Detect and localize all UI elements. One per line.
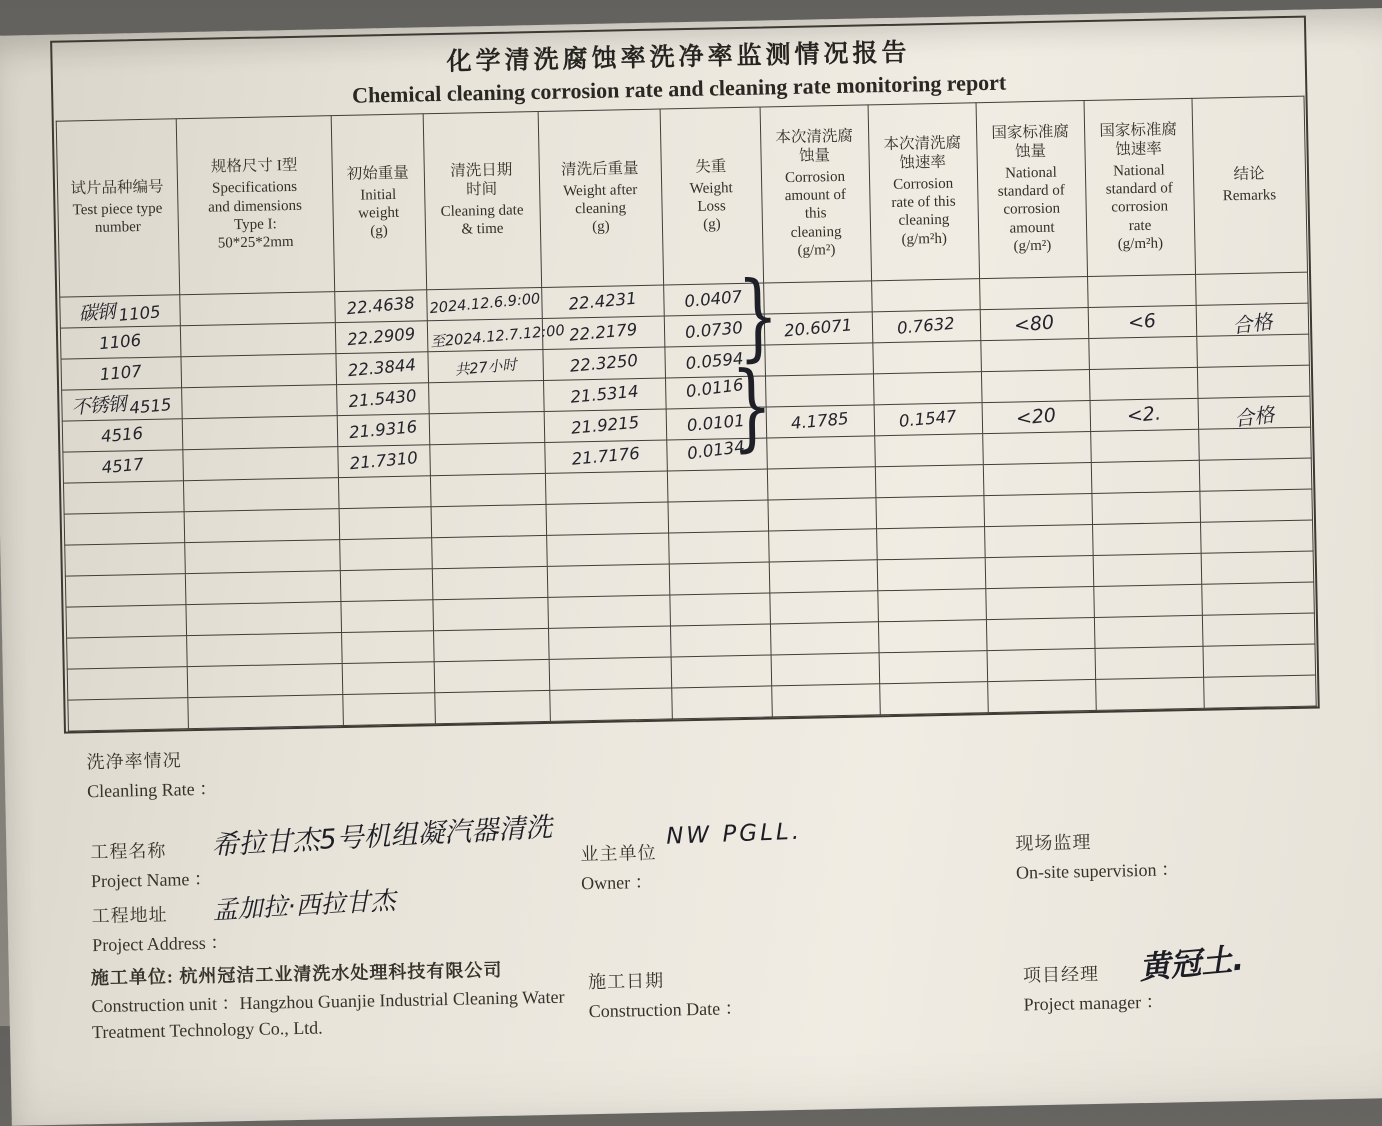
initial-weight-handwriting: 21.9316 bbox=[348, 417, 418, 443]
paper-sheet bbox=[0, 7, 1382, 1126]
cell-spec bbox=[182, 416, 338, 450]
col-corrosion-amount-en: Corrosion amount of this cleaning (g/m²) bbox=[784, 168, 847, 259]
col-specs-en: Specifications and dimensions Type I: 50*25*2mm bbox=[207, 179, 302, 252]
empty-cell bbox=[986, 617, 1095, 650]
group-remark-handwriting: 合格 bbox=[1231, 308, 1274, 338]
construction-date-label-en: Construction Date ： bbox=[588, 998, 743, 1022]
empty-cell bbox=[987, 679, 1096, 712]
cell-spec bbox=[181, 385, 337, 419]
empty-cell bbox=[667, 500, 768, 533]
cleaning-rate-section bbox=[86, 746, 217, 804]
initial-weight-handwriting: 22.4638 bbox=[345, 293, 416, 319]
cell-corrosion-rate bbox=[871, 279, 980, 312]
piece-number-handwriting: 4516 bbox=[100, 423, 144, 447]
cell-loss bbox=[665, 376, 766, 409]
col-cleaning-date bbox=[423, 112, 542, 290]
cell-std-amount bbox=[979, 277, 1088, 310]
project-name-label-zh: 工程名称 bbox=[90, 840, 167, 863]
project-address-label-zh: 工程地址 bbox=[91, 904, 168, 927]
col-specs-zh: 规格尺寸 I型 bbox=[210, 157, 298, 177]
empty-cell bbox=[1093, 584, 1202, 617]
col-test-piece bbox=[56, 119, 180, 297]
empty-cell bbox=[1094, 615, 1203, 648]
empty-cell bbox=[879, 651, 988, 684]
date-handwriting: 共27小时 bbox=[453, 356, 517, 379]
empty-cell bbox=[187, 664, 343, 698]
cell-date bbox=[427, 349, 543, 382]
empty-cell bbox=[1201, 582, 1314, 615]
cleaning-rate-label-en: Cleanling Rate ： bbox=[86, 778, 218, 802]
cell-after bbox=[541, 285, 664, 318]
loss-handwriting: 0.0594 bbox=[685, 348, 745, 374]
cell-std-rate bbox=[1088, 305, 1197, 338]
col-weight-after-en: Weight after cleaning (g) bbox=[562, 181, 638, 236]
empty-cell bbox=[769, 560, 878, 593]
empty-cell bbox=[432, 566, 548, 599]
empty-cell bbox=[341, 631, 434, 664]
cell-type bbox=[60, 326, 181, 359]
after-weight-handwriting: 22.4231 bbox=[567, 288, 638, 314]
cell-loss bbox=[663, 283, 764, 316]
empty-cell bbox=[985, 586, 1094, 619]
col-specs bbox=[176, 116, 335, 295]
empty-cell bbox=[339, 538, 432, 571]
cell-corrosion-rate bbox=[872, 341, 981, 374]
cell-after bbox=[544, 409, 667, 442]
col-test-piece-en: Test piece type number bbox=[72, 200, 163, 236]
cell-remark bbox=[1196, 334, 1309, 367]
col-cleaning-date-zh: 清洗日期 时间 bbox=[450, 161, 513, 199]
cell-loss bbox=[666, 438, 767, 471]
supervision-label-zh: 现场监理 bbox=[1015, 832, 1092, 854]
cell-remark bbox=[1197, 365, 1310, 398]
empty-cell bbox=[876, 527, 985, 560]
col-weight-after-zh: 清洗后重量 bbox=[560, 159, 639, 179]
empty-cell bbox=[67, 667, 188, 700]
group-corrosion-amount-handwriting: 20.6071 bbox=[783, 315, 853, 341]
construction-unit-label-en: Construction unit ：Hangzhou Guanjie Industrial Cleaning Water Treatment Technology Co., Ltd. bbox=[91, 986, 565, 1043]
loss-handwriting: 0.0101 bbox=[686, 410, 746, 436]
cell-initial bbox=[337, 414, 430, 447]
empty-cell bbox=[669, 562, 770, 595]
cell-corrosion-amount bbox=[763, 281, 872, 314]
col-std-amount-zh: 国家标准腐 蚀量 bbox=[991, 123, 1070, 161]
cell-initial bbox=[336, 383, 429, 416]
empty-cell bbox=[66, 636, 187, 669]
col-corrosion-amount-zh: 本次清洗腐 蚀量 bbox=[775, 127, 854, 165]
col-initial-weight-en: Initial weight (g) bbox=[358, 186, 400, 240]
loss-handwriting: 0.0134 bbox=[686, 437, 746, 464]
empty-cell bbox=[875, 465, 984, 498]
cell-remark bbox=[1196, 303, 1309, 336]
cell-corrosion-amount bbox=[766, 405, 875, 438]
cell-after bbox=[544, 440, 667, 473]
empty-cell bbox=[771, 684, 880, 717]
cell-std-amount bbox=[982, 431, 1091, 464]
owner-section bbox=[580, 839, 657, 896]
empty-cell bbox=[64, 512, 185, 545]
empty-cell bbox=[545, 471, 668, 504]
empty-cell bbox=[1199, 489, 1312, 522]
empty-cell bbox=[771, 653, 880, 686]
cell-corrosion-rate bbox=[874, 403, 983, 436]
group-corrosion-rate-handwriting: 0.1547 bbox=[898, 406, 958, 431]
empty-cell bbox=[767, 467, 876, 500]
group-std-rate-handwriting: <2. bbox=[1125, 402, 1162, 428]
empty-cell bbox=[342, 662, 435, 695]
col-std-rate-en: National standard of corrosion rate (g/m²h) bbox=[1105, 162, 1173, 253]
empty-cell bbox=[546, 533, 669, 566]
empty-cell bbox=[342, 693, 435, 726]
empty-cell bbox=[63, 481, 184, 514]
after-weight-handwriting: 21.9215 bbox=[570, 412, 640, 438]
empty-cell bbox=[768, 529, 877, 562]
empty-cell bbox=[669, 593, 770, 626]
piece-number-handwriting: 4517 bbox=[100, 454, 145, 478]
date-handwriting: 2024.12.6.9:00 bbox=[428, 291, 541, 318]
col-std-amount bbox=[976, 101, 1088, 279]
cleaning-rate-label-zh: 洗净率情况 bbox=[86, 750, 182, 773]
owner-handwriting: NW PGLL. bbox=[665, 818, 803, 850]
cell-initial bbox=[335, 352, 428, 385]
empty-cell bbox=[983, 493, 1092, 526]
cell-after bbox=[543, 378, 666, 411]
empty-cell bbox=[1202, 613, 1315, 646]
empty-cell bbox=[878, 620, 987, 653]
empty-cell bbox=[338, 476, 431, 509]
project-address-handwriting: 孟加拉·西拉甘杰 bbox=[211, 885, 397, 925]
piece-number-handwriting: 4515 bbox=[128, 394, 173, 418]
project-address-section bbox=[91, 899, 228, 957]
cell-initial bbox=[335, 321, 428, 354]
empty-cell bbox=[340, 600, 433, 633]
cell-initial bbox=[334, 290, 427, 323]
empty-cell bbox=[1091, 460, 1200, 493]
empty-cell bbox=[767, 498, 876, 531]
report-title-en: Chemical cleaning corrosion rate and cleaning rate monitoring report bbox=[351, 69, 1007, 108]
cell-spec bbox=[180, 323, 336, 357]
col-corrosion-rate bbox=[868, 103, 980, 281]
col-initial-weight-zh: 初始重量 bbox=[346, 164, 409, 183]
empty-cell bbox=[1199, 458, 1312, 491]
supervision-section bbox=[1015, 826, 1179, 884]
material-handwriting: 不锈钢 bbox=[70, 392, 127, 419]
cell-type bbox=[62, 450, 183, 483]
initial-weight-handwriting: 22.2909 bbox=[346, 324, 416, 350]
col-weight-after bbox=[538, 109, 664, 287]
empty-cell bbox=[340, 569, 433, 602]
empty-cell bbox=[770, 622, 879, 655]
project-manager-label-en: Project manager ： bbox=[1023, 991, 1164, 1015]
empty-cell bbox=[549, 657, 672, 690]
header-row bbox=[56, 96, 1307, 297]
col-weight-loss-zh: 失重 bbox=[695, 157, 727, 176]
empty-cell bbox=[987, 648, 1096, 681]
empty-cell bbox=[1202, 644, 1315, 677]
cell-corrosion-amount bbox=[765, 374, 874, 407]
construction-unit-section bbox=[91, 954, 593, 1045]
report-title-zh: 化学清洗腐蚀率洗净率监测情况报告 bbox=[446, 39, 911, 76]
empty-cell bbox=[186, 633, 342, 667]
initial-weight-handwriting: 22.3844 bbox=[346, 355, 417, 381]
monitoring-table bbox=[55, 96, 1316, 732]
col-remarks-en: Remarks bbox=[1222, 187, 1277, 205]
cell-loss bbox=[666, 407, 767, 440]
project-name-section bbox=[90, 836, 212, 893]
col-std-rate bbox=[1084, 98, 1196, 276]
cell-std-rate bbox=[1088, 336, 1197, 369]
cell-std-amount bbox=[982, 401, 1091, 434]
empty-cell bbox=[668, 531, 769, 564]
table-body bbox=[59, 272, 1315, 731]
empty-cell bbox=[184, 540, 340, 574]
empty-cell bbox=[1092, 522, 1201, 555]
empty-cell bbox=[670, 624, 771, 657]
cell-type bbox=[61, 388, 182, 421]
empty-cell bbox=[431, 535, 547, 568]
cell-std-amount bbox=[981, 370, 1090, 403]
project-address-label-en: Project Address ： bbox=[92, 932, 229, 956]
empty-cell bbox=[339, 507, 432, 540]
cell-spec bbox=[182, 447, 338, 481]
cell-date bbox=[427, 318, 565, 351]
col-std-amount-en: National standard of corrosion amount (g/m²) bbox=[997, 164, 1066, 255]
group-corrosion-rate-handwriting: 0.7632 bbox=[896, 313, 956, 338]
col-initial-weight bbox=[331, 114, 427, 292]
owner-label-zh: 业主单位 bbox=[580, 842, 657, 865]
cell-std-rate bbox=[1090, 398, 1199, 431]
material-handwriting: 碳钢 bbox=[77, 300, 116, 325]
cell-after bbox=[542, 347, 665, 380]
empty-cell bbox=[548, 626, 671, 659]
cell-corrosion-rate bbox=[872, 310, 981, 343]
cell-corrosion-rate bbox=[874, 434, 983, 467]
group-corrosion-amount-handwriting: 4.1785 bbox=[790, 408, 850, 433]
empty-cell bbox=[983, 462, 1092, 495]
empty-cell bbox=[1200, 520, 1313, 553]
col-corrosion-rate-en: Corrosion rate of this cleaning (g/m²h) bbox=[891, 175, 956, 248]
col-remarks-zh: 结论 bbox=[1233, 165, 1265, 183]
loss-handwriting: 0.0116 bbox=[684, 375, 745, 402]
cell-corrosion-rate bbox=[873, 372, 982, 405]
empty-cell bbox=[546, 502, 669, 535]
cell-date bbox=[426, 287, 542, 320]
empty-cell bbox=[1095, 646, 1204, 679]
construction-date-label-zh: 施工日期 bbox=[587, 970, 665, 993]
empty-cell bbox=[64, 543, 185, 576]
col-test-piece-zh: 试片品种编号 bbox=[70, 178, 164, 198]
after-weight-handwriting: 21.7176 bbox=[570, 443, 641, 469]
empty-cell bbox=[185, 602, 341, 636]
empty-cell bbox=[879, 682, 988, 715]
empty-cell bbox=[1203, 675, 1316, 708]
empty-cell bbox=[433, 628, 549, 661]
cell-std-amount bbox=[980, 308, 1089, 341]
cell-remark bbox=[1198, 396, 1311, 429]
construction-unit-label-zh: 施工单位: 杭州冠洁工业清洗水处理科技有限公司 bbox=[90, 959, 503, 989]
cell-loss bbox=[664, 314, 765, 347]
empty-cell bbox=[432, 597, 548, 630]
supervision-label-en: On-site supervision ： bbox=[1015, 859, 1180, 883]
col-weight-loss bbox=[660, 107, 764, 285]
col-remarks bbox=[1191, 96, 1307, 274]
initial-weight-handwriting: 21.5430 bbox=[347, 386, 418, 412]
project-name-handwriting: 希拉甘杰5号机组凝汽器清洗 bbox=[210, 811, 554, 862]
empty-cell bbox=[671, 686, 772, 719]
empty-cell bbox=[984, 524, 1093, 557]
empty-cell bbox=[1091, 491, 1200, 524]
cell-corrosion-amount bbox=[764, 343, 873, 376]
cell-type bbox=[59, 295, 180, 328]
empty-cell bbox=[185, 571, 341, 605]
cell-loss bbox=[664, 345, 765, 378]
cell-std-rate bbox=[1090, 429, 1199, 462]
empty-cell bbox=[549, 688, 672, 721]
cell-corrosion-amount bbox=[766, 436, 875, 469]
piece-number-handwriting: 1107 bbox=[99, 361, 143, 385]
group-std-rate-handwriting: <6 bbox=[1127, 309, 1157, 335]
empty-cell bbox=[67, 698, 188, 731]
date-handwriting: 至2024.12.7.12:00 bbox=[429, 322, 565, 351]
after-weight-handwriting: 22.2179 bbox=[568, 319, 638, 345]
owner-label-en: Owner ： bbox=[580, 871, 653, 894]
col-std-rate-zh: 国家标准腐 蚀速率 bbox=[1099, 121, 1178, 159]
report-sheet bbox=[50, 16, 1320, 734]
cell-date bbox=[428, 380, 544, 413]
empty-cell bbox=[434, 659, 550, 692]
after-weight-handwriting: 22.3250 bbox=[568, 350, 639, 376]
empty-cell bbox=[875, 496, 984, 529]
cell-type bbox=[62, 419, 183, 452]
piece-number-handwriting: 1105 bbox=[117, 301, 162, 325]
cell-spec bbox=[180, 354, 336, 388]
empty-cell bbox=[667, 469, 768, 502]
construction-date-section bbox=[588, 965, 743, 1023]
empty-cell bbox=[877, 558, 986, 591]
empty-cell bbox=[430, 473, 546, 506]
empty-cell bbox=[1201, 551, 1314, 584]
empty-cell bbox=[1095, 677, 1204, 710]
group-remark-handwriting: 合格 bbox=[1232, 401, 1276, 431]
empty-cell bbox=[547, 595, 670, 628]
cell-date bbox=[429, 411, 545, 444]
empty-cell bbox=[769, 591, 878, 624]
empty-cell bbox=[183, 478, 339, 512]
group-std-amount-handwriting: <80 bbox=[1013, 311, 1055, 337]
cell-initial bbox=[337, 445, 430, 478]
col-corrosion-rate-zh: 本次清洗腐 蚀速率 bbox=[883, 134, 962, 172]
cell-std-rate bbox=[1087, 274, 1196, 307]
after-weight-handwriting: 21.5314 bbox=[569, 381, 640, 407]
cell-date bbox=[429, 442, 545, 475]
empty-cell bbox=[985, 555, 1094, 588]
empty-cell bbox=[877, 589, 986, 622]
cell-corrosion-amount bbox=[764, 312, 873, 345]
empty-cell bbox=[65, 574, 186, 607]
empty-cell bbox=[184, 509, 340, 543]
loss-handwriting: 0.0730 bbox=[684, 317, 744, 343]
cell-spec bbox=[179, 292, 335, 326]
cell-std-rate bbox=[1089, 367, 1198, 400]
loss-handwriting: 0.0407 bbox=[683, 286, 744, 312]
col-corrosion-amount bbox=[760, 105, 872, 283]
project-name-label-en: Project Name ： bbox=[90, 868, 213, 892]
empty-cell bbox=[65, 605, 186, 638]
group1-brace-mark: } bbox=[736, 262, 780, 373]
group-std-amount-handwriting: <20 bbox=[1014, 404, 1057, 430]
project-manager-signature: 黄冠土. bbox=[1137, 941, 1246, 987]
cell-std-amount bbox=[980, 339, 1089, 372]
empty-cell bbox=[431, 504, 547, 537]
empty-cell bbox=[1093, 553, 1202, 586]
piece-number-handwriting: 1106 bbox=[98, 330, 142, 354]
group2-brace-mark: } bbox=[730, 352, 774, 463]
cell-remark bbox=[1198, 427, 1311, 460]
empty-cell bbox=[187, 695, 343, 729]
empty-cell bbox=[671, 655, 772, 688]
cell-remark bbox=[1195, 272, 1308, 305]
col-weight-loss-en: Weight Loss (g) bbox=[689, 179, 733, 233]
initial-weight-handwriting: 21.7310 bbox=[348, 448, 419, 474]
empty-cell bbox=[434, 690, 550, 723]
empty-cell bbox=[547, 564, 670, 597]
project-manager-label-zh: 项目经理 bbox=[1022, 963, 1100, 986]
col-cleaning-date-en: Cleaning date & time bbox=[440, 202, 524, 238]
cell-type bbox=[60, 357, 181, 390]
